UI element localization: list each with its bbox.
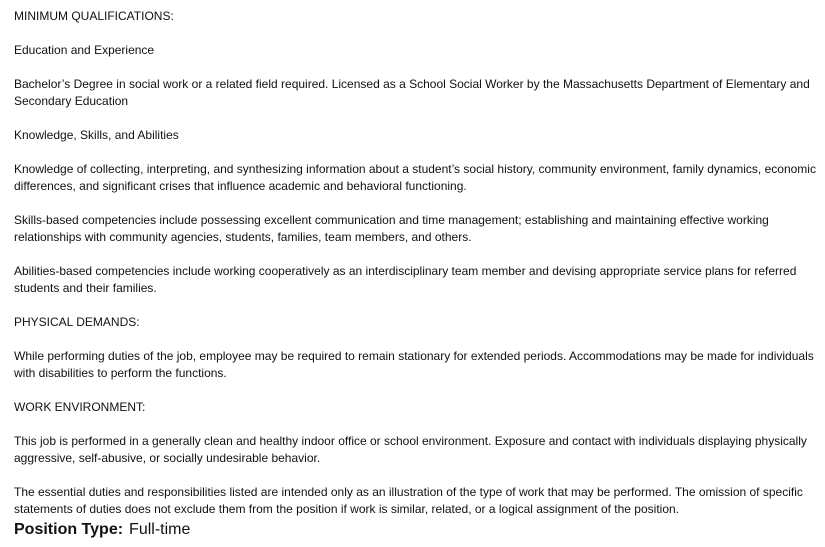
work-environment-text: This job is performed in a generally clean and healthy indoor office or school environment. Exposure and contact with individuals displaying physically aggressive, self-abusive, or socially undesirable behavior. xyxy=(14,434,807,465)
heading-work-environment: WORK ENVIRONMENT: xyxy=(14,400,146,414)
position-type-label: Position Type: xyxy=(14,521,124,538)
job-description xyxy=(14,8,820,540)
position-type-row xyxy=(14,520,820,540)
abilities-text: Abilities-based competencies include working cooperatively as an interdisciplinary team member and devising appropriate service plans for referred students and their families. xyxy=(14,264,797,295)
knowledge-text: Knowledge of collecting, interpreting, and synthesizing information about a student’s social history, community environment, family dynamics, economic differences, and significant crises that influence academic and behavioral functioning. xyxy=(14,162,816,193)
subheading-knowledge-skills-abilities: Knowledge, Skills, and Abilities xyxy=(14,128,179,142)
position-type-value: Full-time xyxy=(129,521,191,538)
subheading-education-experience: Education and Experience xyxy=(14,43,155,57)
heading-minimum-qualifications: MINIMUM QUALIFICATIONS: xyxy=(14,9,174,23)
education-requirement-text: Bachelor’s Degree in social work or a related field required. Licensed as a School Social Worker by the Massachusetts Department of Elementary and Secondary Education xyxy=(14,77,810,108)
heading-physical-demands: PHYSICAL DEMANDS: xyxy=(14,315,140,329)
skills-text: Skills-based competencies include possessing excellent communication and time management; establishing and maintaining effective working relationships with community agencies, students, families, team members, and others. xyxy=(14,213,769,244)
physical-demands-text: While performing duties of the job, employee may be required to remain stationary for extended periods. Accommodations may be made for individuals with disabilities to perform the functions. xyxy=(14,349,814,380)
disclaimer-text: The essential duties and responsibilities listed are intended only as an illustration of the type of work that may be performed. The omission of specific statements of duties does not exclude them from the position if work is similar, related, or a logical assignment of the position. xyxy=(14,485,803,516)
